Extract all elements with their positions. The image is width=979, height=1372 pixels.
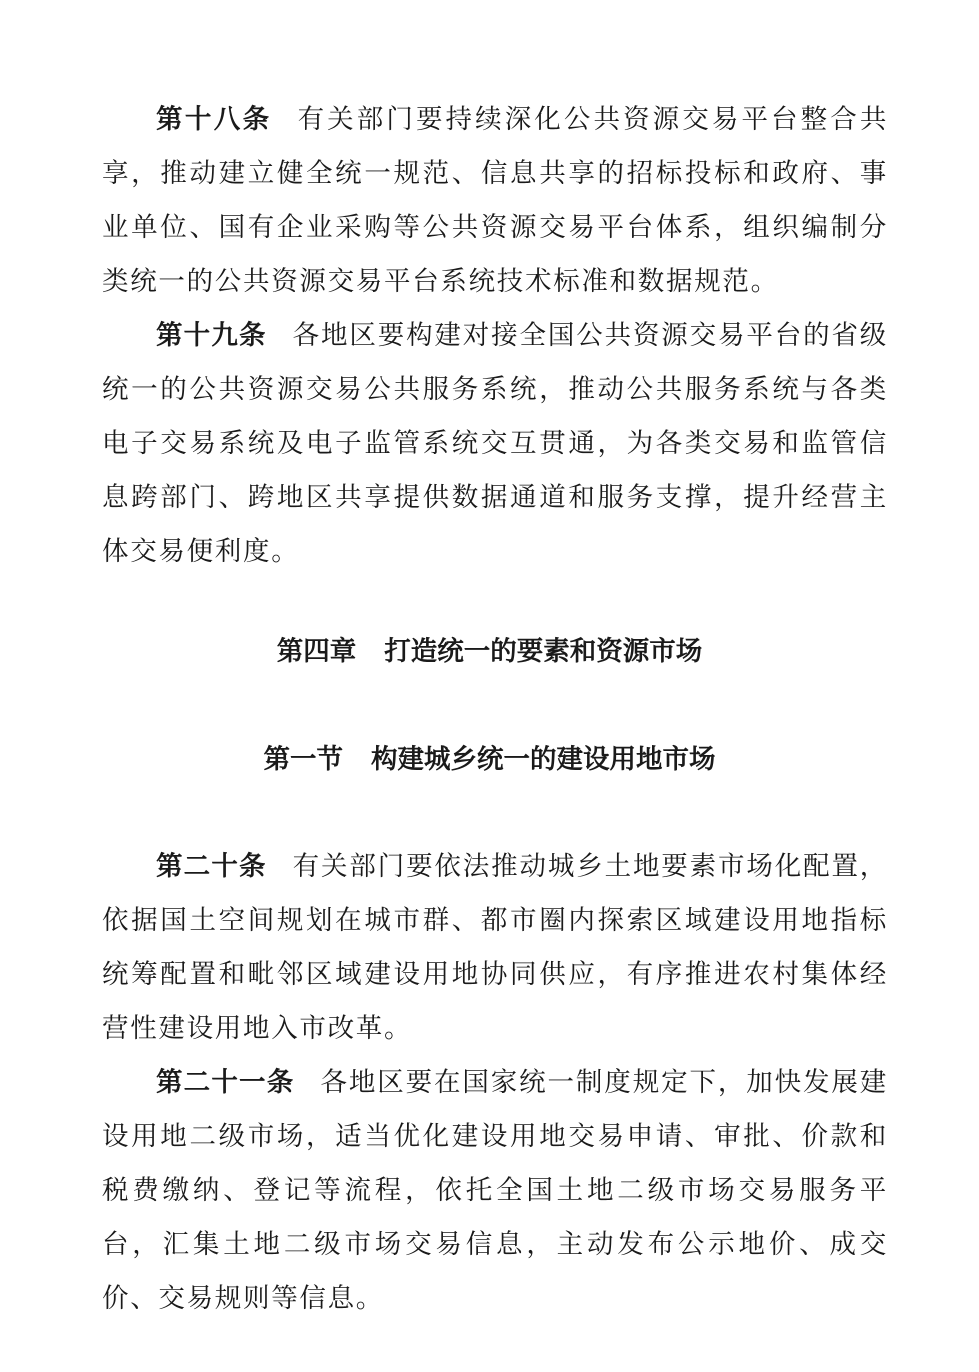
article-number: 第十九条 (156, 320, 267, 351)
article-text: 有关部门要依法推动城乡土地要素市场化配置，依据国土空间规划在城市群、都市圈内探索区域建设用地指标统筹配置和毗邻区域建设用地协同供应，有序推进农村集体经营性建设用地入市改革。 (102, 851, 889, 1044)
article-number: 第二十一条 (156, 1067, 295, 1098)
article-number: 第十八条 (156, 104, 272, 135)
chapter-number: 第四章 (276, 636, 357, 667)
chapter-title: 打造统一的要素和资源市场 (384, 636, 703, 667)
article-20 (102, 840, 888, 1056)
section-number: 第一节 (263, 744, 343, 775)
article-18 (102, 93, 888, 309)
article-21 (102, 1056, 888, 1326)
section-heading (0, 740, 979, 780)
article-number: 第二十条 (156, 851, 267, 882)
article-text: 各地区要构建对接全国公共资源交易平台的省级统一的公共资源交易公共服务系统，推动公共服务系统与各类电子交易系统及电子监管系统交互贯通，为各类交易和监管信息跨部门、跨地区共享提供数据通道和服务支撑，提升经营主体交易便利度。 (102, 320, 889, 567)
article-text: 有关部门要持续深化公共资源交易平台整合共享，推动建立健全统一规范、信息共享的招标投标和政府、事业单位、国有企业采购等公共资源交易平台体系，组织编制分类统一的公共资源交易平台系统技术标准和数据规范。 (102, 104, 889, 297)
article-19 (102, 309, 888, 579)
article-text: 各地区要在国家统一制度规定下，加快发展建设用地二级市场，适当优化建设用地交易申请、审批、价款和税费缴纳、登记等流程，依托全国土地二级市场交易服务平台，汇集土地二级市场交易信息，主动发布公示地价、成交价、交易规则等信息。 (102, 1067, 888, 1314)
section-title: 构建城乡统一的建设用地市场 (371, 744, 716, 775)
chapter-heading (0, 632, 979, 672)
